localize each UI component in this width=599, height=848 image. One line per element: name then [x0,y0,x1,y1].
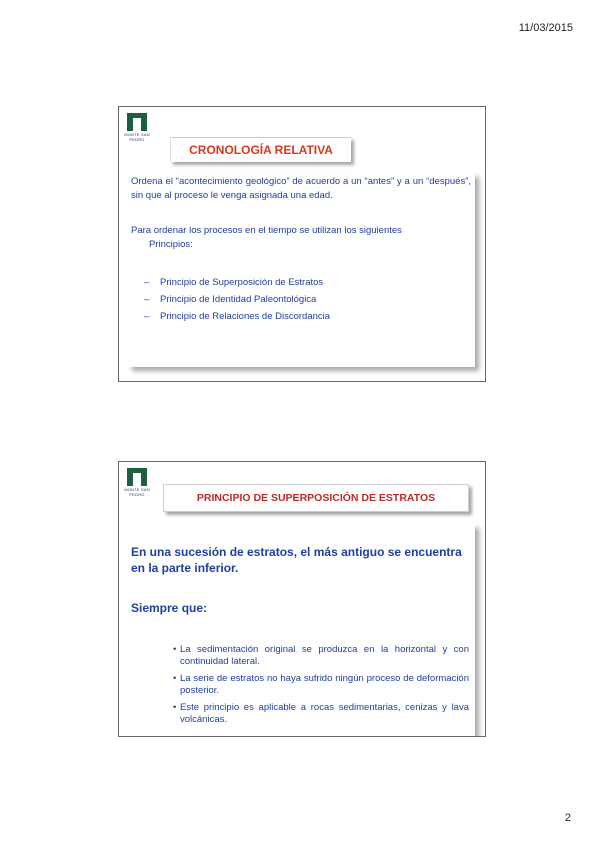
list-item: – Principio de Identidad Paleontológica [144,291,330,308]
subheading: Siempre que: [131,601,208,615]
list-item: • La sedimentación original se produzca en la horizontal y con continuidad lateral. [173,644,469,668]
list-item: – Principio de Relaciones de Discordancia [144,308,330,325]
list-item: • Este principio es aplicable a rocas sedimentarias, cenizas y lava volcánicas. [173,702,469,726]
page-number: 2 [564,812,571,824]
conditions-list [173,644,469,731]
lead-text: En una sucesión de estratos, el más antiguo se encuentra en la parte inferior. [131,545,462,575]
slide-content [128,524,475,736]
logo-text: MONTE SAN PEDRO [124,132,150,142]
slide-title: PRINCIPIO DE SUPERPOSICIÓN DE ESTRATOS [163,484,469,512]
slide-content [128,173,475,367]
slide-superposicion [118,461,486,737]
principles-list [144,274,330,325]
list-item: • La serie de estratos no haya sufrido ningún proceso de deformación posterior. [173,673,469,697]
principles-intro-line2: Principios: [149,239,193,250]
principles-intro-line1: Para ordenar los procesos en el tiempo se utilizan los siguientes [131,225,402,236]
school-logo [123,468,151,497]
school-logo [123,113,151,142]
slide-cronologia-relativa [118,106,486,382]
principles-intro [131,224,471,252]
intro-text: Ordena el “acontecimiento geológico” de acuerdo a un “antes” y a un “después”, sin que al proceso le venga asignada una edad. [131,176,471,201]
header-date: 11/03/2015 [518,22,573,34]
logo-text: MONTE SAN PEDRO [124,487,150,497]
list-item: – Principio de Superposición de Estratos [144,274,330,291]
logo-icon [127,113,147,131]
logo-icon [127,468,147,486]
slide-title: CRONOLOGÍA RELATIVA [170,137,351,162]
